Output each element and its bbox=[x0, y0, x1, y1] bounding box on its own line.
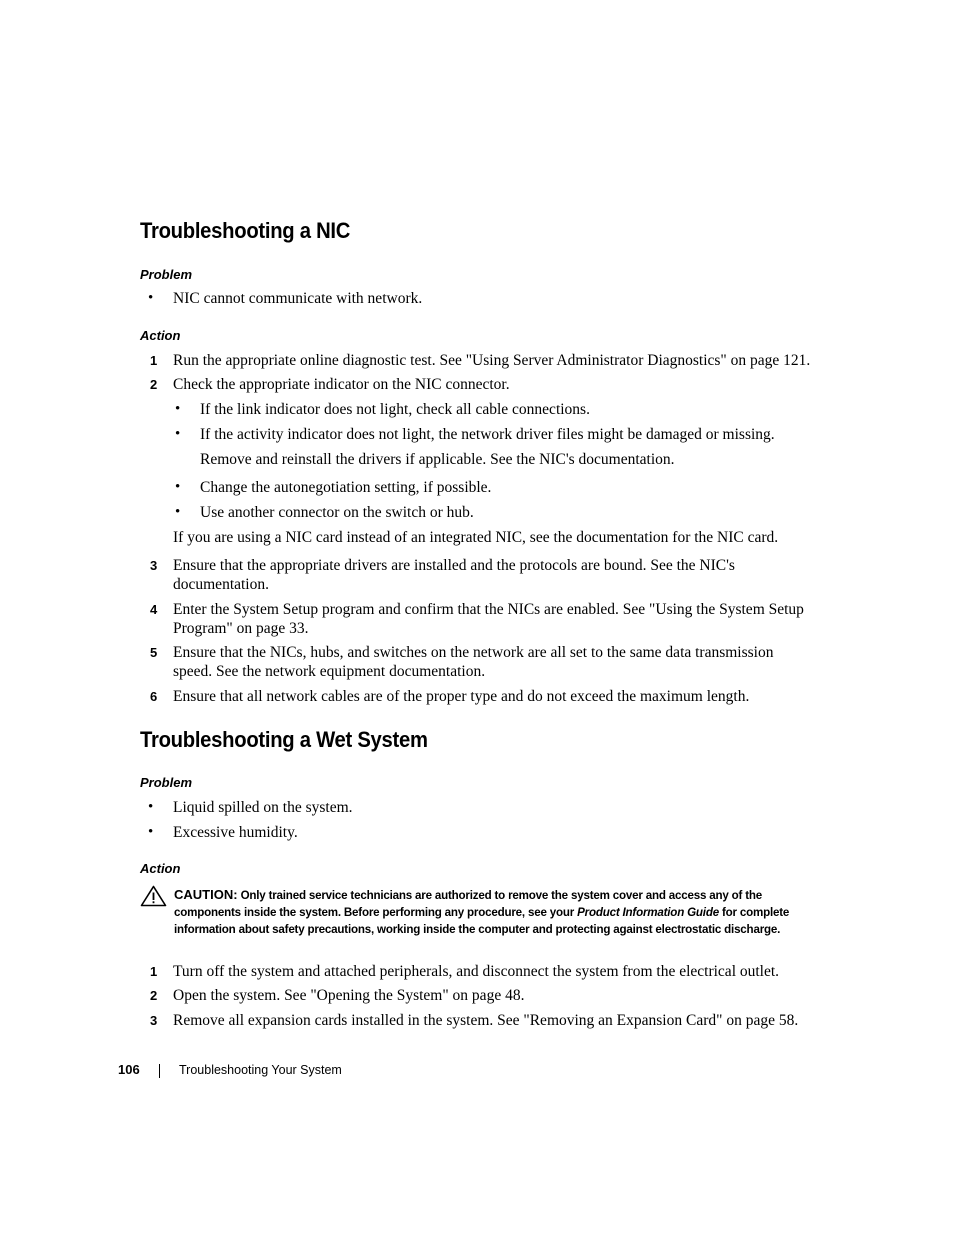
step-text: Ensure that the NICs, hubs, and switches on the network are all set to the same data transmission bbox=[173, 644, 774, 661]
sub-bullet-item: Use another connector on the switch or hub. bbox=[200, 504, 474, 521]
problem-label-nic: Problem bbox=[140, 267, 193, 282]
step-text: Turn off the system and attached peripherals, and disconnect the system from the electrical outlet. bbox=[173, 963, 780, 980]
caution-guide-title: Product Information Guide bbox=[577, 906, 719, 919]
step-text: Check the appropriate indicator on the NIC connector. bbox=[173, 376, 510, 393]
sub-bullet-item: If the link indicator does not light, check all cable connections. bbox=[200, 401, 590, 418]
bullet: • bbox=[175, 479, 181, 495]
bullet: • bbox=[175, 504, 181, 520]
step-text: Ensure that all network cables are of the proper type and do not exceed the maximum length. bbox=[173, 688, 750, 705]
action-label-wet: Action bbox=[140, 861, 181, 876]
bullet: • bbox=[148, 824, 154, 840]
page-number: 106 bbox=[118, 1062, 140, 1077]
section-title-wet-system: Troubleshooting a Wet System bbox=[140, 727, 428, 752]
step-number: 6 bbox=[150, 689, 158, 704]
problem-label-wet: Problem bbox=[140, 775, 193, 790]
problem-item: Excessive humidity. bbox=[173, 824, 298, 841]
step-text: Ensure that the appropriate drivers are installed and the protocols are bound. See the NIC's bbox=[173, 557, 735, 574]
step-follow-up: If you are using a NIC card instead of an integrated NIC, see the documentation for the NIC card. bbox=[173, 529, 779, 546]
sub-bullet-item: If the activity indicator does not light, the network driver files might be damaged or missing. bbox=[200, 426, 775, 443]
footer-divider bbox=[159, 1064, 160, 1078]
caution-text-continued: for complete information about safety precautions, working inside the computer and protecting against electrostatic discharge. bbox=[174, 906, 790, 936]
bullet: • bbox=[148, 290, 154, 306]
caution-text: Only trained service technicians are authorized to remove the system cover and access any of the components inside the system. Before performing any procedure, see your bbox=[174, 889, 762, 919]
step-number: 5 bbox=[150, 645, 158, 660]
step-number: 4 bbox=[150, 602, 158, 617]
bullet: • bbox=[175, 401, 181, 417]
bullet: • bbox=[175, 426, 181, 442]
caution-notice bbox=[174, 886, 819, 938]
bullet: • bbox=[148, 799, 154, 815]
step-number: 2 bbox=[150, 988, 158, 1003]
step-number: 2 bbox=[150, 377, 158, 392]
footer-chapter-title: Troubleshooting Your System bbox=[179, 1063, 342, 1077]
step-number: 1 bbox=[150, 353, 158, 368]
step-text: Run the appropriate online diagnostic test. See "Using Server Administrator Diagnostics" on page 121. bbox=[173, 352, 811, 369]
step-text: Remove all expansion cards installed in the system. See "Removing an Expansion Card" on page 58. bbox=[173, 1012, 799, 1029]
caution-warning-icon bbox=[140, 885, 167, 907]
problem-item: Liquid spilled on the system. bbox=[173, 799, 353, 816]
caution-label: CAUTION: bbox=[174, 887, 238, 902]
step-number: 1 bbox=[150, 964, 158, 979]
step-text-continued: Program" on page 33. bbox=[173, 620, 309, 637]
action-label-nic: Action bbox=[140, 328, 181, 343]
section-title-nic: Troubleshooting a NIC bbox=[140, 218, 351, 243]
step-text: Enter the System Setup program and confirm that the NICs are enabled. See "Using the System Setup bbox=[173, 601, 804, 618]
step-number: 3 bbox=[150, 558, 158, 573]
sub-bullet-item: Change the autonegotiation setting, if possible. bbox=[200, 479, 492, 496]
problem-item: NIC cannot communicate with network. bbox=[173, 290, 423, 307]
step-text: Open the system. See "Opening the System" on page 48. bbox=[173, 987, 525, 1004]
step-text-continued: speed. See the network equipment documentation. bbox=[173, 663, 486, 680]
sub-bullet-note: Remove and reinstall the drivers if applicable. See the NIC's documentation. bbox=[200, 451, 675, 468]
step-number: 3 bbox=[150, 1013, 158, 1028]
step-text-continued: documentation. bbox=[173, 576, 269, 593]
